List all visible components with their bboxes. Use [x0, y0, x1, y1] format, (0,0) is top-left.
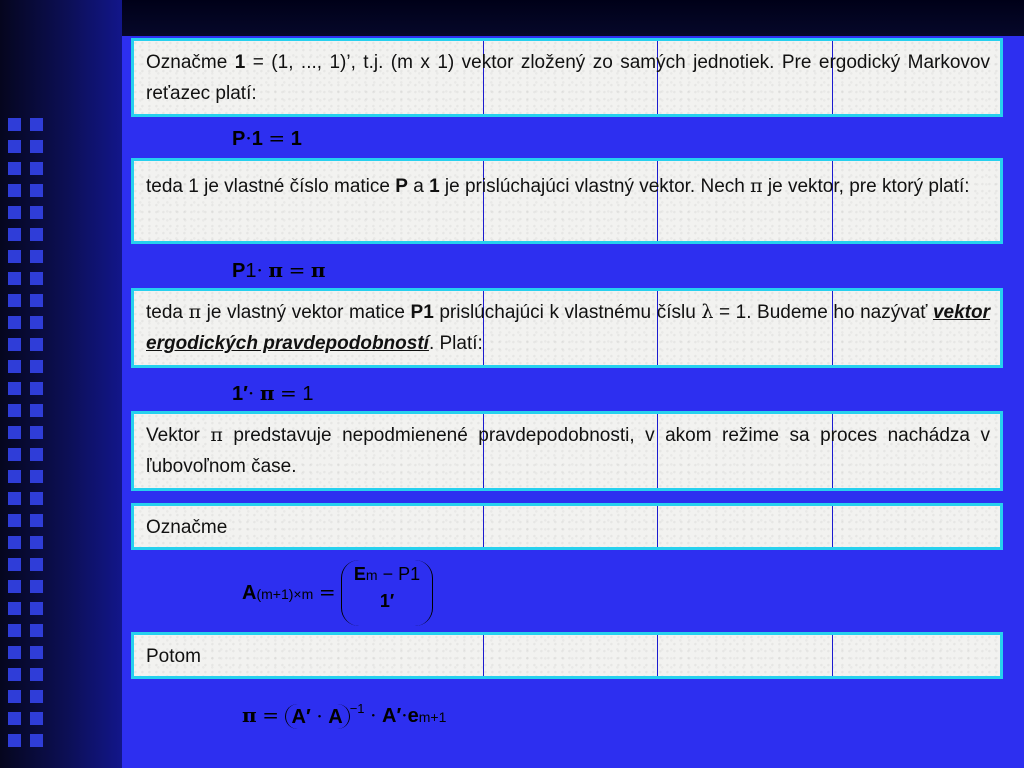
box3-b1: P1 [410, 302, 434, 323]
equation-1 [232, 126, 302, 151]
eq5-a-transpose-2: A′ [382, 705, 402, 727]
eq5-exponent: −1 [349, 701, 365, 716]
eq2-dot: · [256, 258, 263, 282]
box2-t1: teda 1 je vlastné číslo matice [146, 176, 396, 197]
left-decor-strip [0, 0, 122, 768]
eq5-dot2: · [370, 703, 377, 727]
text-box-6 [131, 632, 1003, 679]
text-box-5 [131, 503, 1003, 550]
box2-b2: 1 [429, 176, 440, 197]
box1-t2: = (1, ..., 1)’, t.j. (m x 1) vektor zložený zo samých jednotiek. Pre ergodický Markovov reťazec platí: [146, 52, 990, 104]
eq5-equals: = [262, 703, 279, 727]
eq2-p: P [232, 260, 246, 282]
eq1-equals: = [268, 126, 286, 150]
eq5-a-transpose: A′ [291, 706, 311, 729]
box5-text: Označme [146, 517, 228, 538]
eq5-a: A [328, 706, 343, 729]
eq5-dot: · [316, 704, 323, 729]
matrix-e-sub: m [365, 567, 378, 583]
eq3-dot: · [247, 381, 255, 405]
box4-pi: π [210, 424, 223, 446]
eq4-equals: = [318, 580, 336, 604]
eq4-a: A [242, 582, 257, 604]
matrix-rest: − P1 [377, 564, 421, 584]
eq2-one: 1 [245, 260, 257, 282]
text-box-1 [131, 38, 1003, 117]
box2-t2: a [407, 176, 430, 197]
box6-text: Potom [146, 646, 201, 667]
box3-text [146, 297, 990, 359]
box3-t5: . Platí: [428, 333, 483, 354]
box3-t2: je vlastný vektor matice [201, 302, 411, 323]
eq3-rhs: 1 [302, 383, 314, 405]
equation-5 [242, 703, 446, 729]
box1-t1: Označme [146, 52, 235, 73]
eq3-equals: = [280, 381, 297, 405]
eq3-pi: π [259, 381, 275, 405]
eq1-lhs: P [232, 128, 246, 150]
eq1-dot: · [245, 126, 252, 150]
equation-3 [232, 381, 314, 406]
text-box-4 [131, 411, 1003, 491]
box3-pi: π [188, 301, 202, 323]
box3-emphasis: vektor ergodických pravdepodobností [146, 302, 991, 354]
eq4-matrix [341, 560, 433, 626]
equation-2 [232, 258, 326, 283]
matrix-e: E [353, 564, 366, 584]
box1-text [146, 47, 990, 109]
matrix-row-2: 1′ [379, 591, 395, 611]
text-box-2 [131, 158, 1003, 244]
eq2-pi: π [268, 258, 284, 282]
equation-4 [242, 580, 336, 605]
eq4-subscript: (m+1)×m [256, 586, 314, 602]
top-band [0, 0, 1024, 36]
text-box-3 [131, 288, 1003, 368]
decor-squares [8, 118, 54, 758]
box1-b1: 1 [234, 52, 246, 73]
eq5-e: e [407, 705, 419, 727]
box2-b1: P [395, 176, 408, 197]
box2-pi: π [750, 175, 763, 197]
eq5-e-sub: m+1 [418, 709, 447, 725]
eq5-dot3: · [401, 703, 408, 727]
eq2-rhs: π [310, 258, 326, 282]
eq5-pi: π [242, 703, 257, 727]
eq3-one: 1′ [232, 383, 248, 405]
box2-t4: je vektor, pre ktorý platí: [762, 176, 970, 197]
eq1-one: 1 [251, 128, 263, 150]
eq2-equals: = [288, 258, 306, 282]
box4-text [146, 420, 990, 482]
box3-t4: = 1. Budeme ho nazývať [713, 302, 933, 323]
matrix-row-1 [342, 564, 432, 585]
box4-t2: predstavuje nepodmienené pravdepodobnosti, v akom režime sa proces nachádza v ľubovoľnom čase. [146, 425, 990, 477]
box3-lambda: λ [701, 301, 714, 323]
eq1-rhs: 1 [290, 128, 302, 150]
eq5-paren-group [285, 704, 350, 729]
box2-t3: je prislúchajúci vlastný vektor. Nech [439, 176, 751, 197]
box2-text [146, 167, 990, 206]
box4-t1: Vektor [146, 425, 211, 446]
box3-t3: prislúchajúci k vlastnému číslu [433, 302, 702, 323]
box3-t1: teda [146, 302, 189, 323]
